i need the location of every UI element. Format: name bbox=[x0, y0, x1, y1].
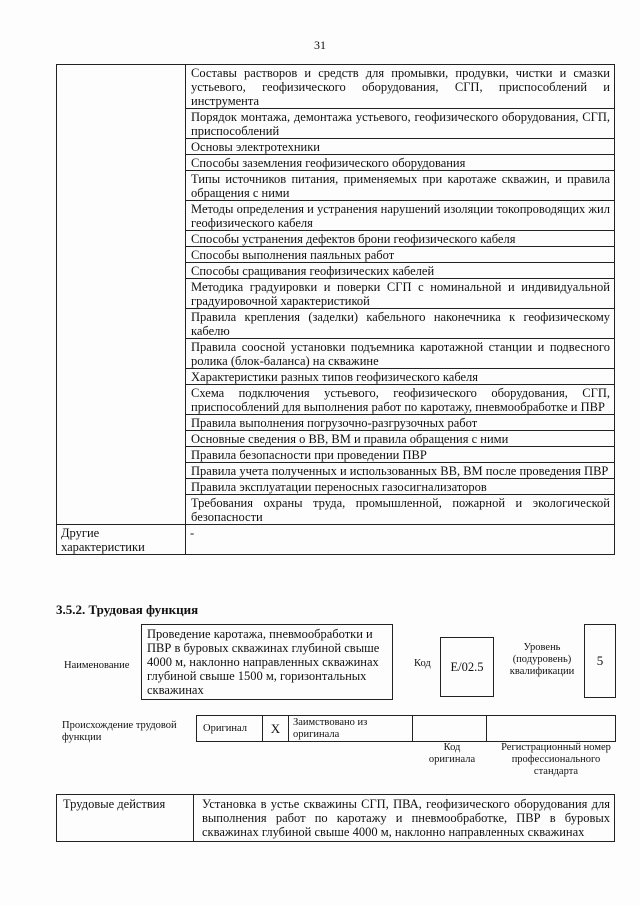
knowledge-item: Типы источников питания, применяемых при каротаже скважин, и правила обращения с ними bbox=[186, 171, 614, 201]
original-label: Оригинал bbox=[197, 716, 263, 741]
origin-label: Происхождение трудовой функции bbox=[62, 720, 177, 743]
knowledge-item: Правила соосной установки подъемника каротажной станции и подвесного ролика (блок-баланса) на скважине bbox=[186, 339, 614, 369]
function-name-box: Проведение каротажа, пневмообработки и ПВР в буровых скважинах глубиной свыше 4000 м, наклонно направленных скважинах глубиной свыше 1500 м, горизонтальных скважинах bbox=[141, 624, 393, 700]
knowledge-item: Требования охраны труда, промышленной, пожарной и экологической безопасности bbox=[191, 496, 610, 524]
knowledge-item: Способы заземления геофизического оборудования bbox=[186, 155, 614, 171]
knowledge-item: Способы выполнения паяльных работ bbox=[186, 247, 614, 263]
actions-row bbox=[57, 795, 615, 842]
borrowed-label: Заимствовано из оригинала bbox=[289, 716, 413, 741]
other-characteristics-row bbox=[57, 525, 615, 555]
code-original-label: Код оригинала bbox=[428, 742, 476, 765]
knowledge-table bbox=[56, 64, 615, 555]
reg-number-cell bbox=[487, 716, 615, 741]
actions-label: Трудовые действия bbox=[57, 795, 194, 842]
name-label: Наименование bbox=[64, 660, 130, 671]
page-number: 31 bbox=[314, 38, 326, 52]
code-label: Код bbox=[414, 658, 431, 669]
knowledge-item: Основные сведения о ВВ, ВМ и правила обращения с ними bbox=[186, 431, 614, 447]
origin-row bbox=[196, 715, 616, 742]
knowledge-right-cell bbox=[186, 65, 615, 525]
knowledge-item: Схема подключения устьевого, геофизического оборудования, СГП, приспособлений для выполнения работ по каротажу, пневмообработке и ПВР bbox=[186, 385, 614, 415]
reg-number-label: Регистрационный номер профессионального стандарта bbox=[501, 742, 611, 777]
knowledge-item: Способы сращивания геофизических кабелей bbox=[186, 263, 614, 279]
knowledge-item: Способы устранения дефектов брони геофизического кабеля bbox=[186, 231, 614, 247]
section-heading: 3.5.2. Трудовая функция bbox=[56, 602, 199, 617]
knowledge-list bbox=[186, 65, 614, 524]
knowledge-item: Характеристики разных типов геофизического кабеля bbox=[186, 369, 614, 385]
actions-table bbox=[56, 794, 615, 842]
knowledge-item: Порядок монтажа, демонтажа устьевого, геофизического оборудования, СГП, приспособлений bbox=[186, 109, 614, 139]
knowledge-left-cell bbox=[57, 65, 186, 525]
knowledge-item: Составы растворов и средств для промывки, продувки, чистки и смазки устьевого, геофизического оборудования, СГП, приспособлений и инструмента bbox=[186, 65, 614, 109]
original-mark: X bbox=[263, 716, 289, 741]
knowledge-item: Основы электротехники bbox=[186, 139, 614, 155]
qualification-level-label: Уровень (подуровень) квалификации bbox=[509, 642, 575, 677]
knowledge-item: Методика градуировки и поверки СГП с номинальной и индивидуальной градуировочной характеристикой bbox=[186, 279, 614, 309]
knowledge-item: Правила безопасности при проведении ПВР bbox=[186, 447, 614, 463]
other-characteristics-label: Другие характеристики bbox=[57, 525, 186, 555]
knowledge-item: Правила крепления (заделки) кабельного наконечника к геофизическому кабелю bbox=[186, 309, 614, 339]
function-code-box: E/02.5 bbox=[440, 637, 494, 697]
knowledge-row bbox=[57, 65, 615, 525]
code-original-cell bbox=[413, 716, 487, 741]
other-characteristics-value: - bbox=[186, 525, 615, 555]
qualification-level-box: 5 bbox=[584, 624, 616, 698]
actions-text: Установка в устье скважины СГП, ПВА, геофизического оборудования для выполнения работ по каротажу и пневмообработке, ПВР в буровых скважинах глубиной свыше 4000 м, наклонно направленных скважинах bbox=[194, 795, 615, 842]
knowledge-item: Правила выполнения погрузочно-разгрузочных работ bbox=[186, 415, 614, 431]
knowledge-item: Правила учета полученных и использованных ВВ, ВМ после проведения ПВР bbox=[186, 463, 614, 479]
knowledge-item: Методы определения и устранения нарушений изоляции токопроводящих жил геофизического кабеля bbox=[186, 201, 614, 231]
knowledge-item: Правила эксплуатации переносных газосигнализаторов bbox=[186, 479, 614, 495]
